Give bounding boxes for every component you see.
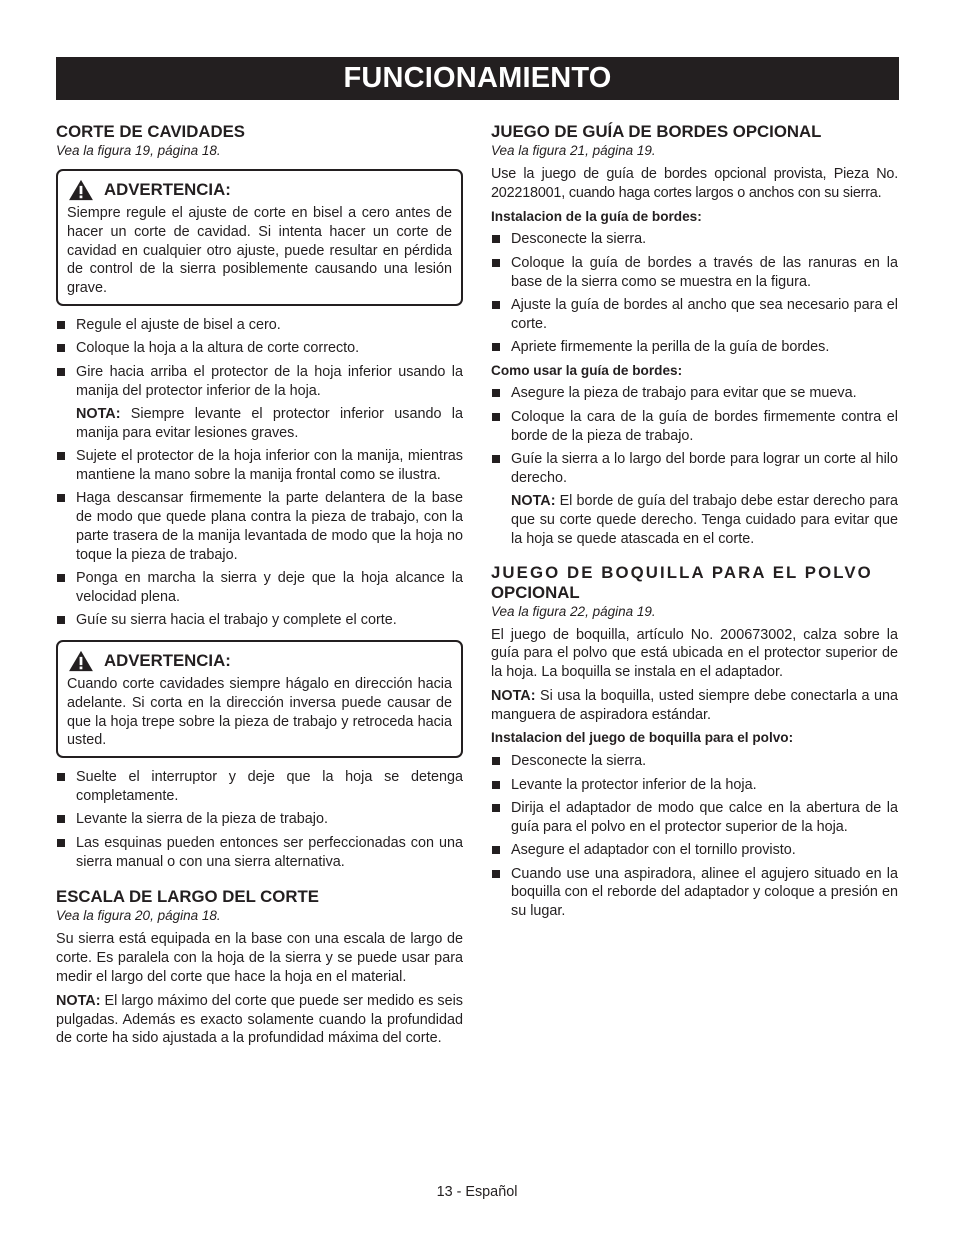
steps-list — [56, 447, 463, 630]
square-bullet-icon — [492, 235, 500, 243]
section-title-escala-largo: ESCALA DE LARGO DEL CORTE — [56, 887, 319, 907]
steps-list — [491, 230, 898, 357]
page-footer: 13 - Español — [436, 1184, 518, 1200]
section-title-boquilla: JUEGO DE BOQUILLA PARA EL POLVO — [491, 562, 873, 582]
square-bullet-icon — [57, 344, 65, 352]
square-bullet-icon — [492, 870, 500, 878]
list-item: Levante la protector inferior de la hoja. — [491, 776, 898, 795]
square-bullet-icon — [57, 494, 65, 502]
list-item: Desconecte la sierra. — [491, 230, 898, 249]
subheading: Como usar la guía de bordes: — [491, 362, 683, 378]
square-bullet-icon — [492, 455, 500, 463]
list-item: Coloque la hoja a la altura de corte correcto. — [56, 339, 463, 358]
warning-title: ADVERTENCIA: — [104, 651, 231, 671]
list-item: Ponga en marcha la sierra y deje que la hoja alcance la velocidad plena. — [56, 569, 463, 607]
list-item: Dirija el adaptador de modo que calce en la abertura de la guía para el polvo en el protector superior de la hoja. — [491, 799, 898, 837]
list-item: Cuando use una aspiradora, alinee el agujero situado en la boquilla con el reborde del adaptador y coloque a presión en su lugar. — [491, 865, 898, 921]
steps-list — [56, 768, 463, 871]
square-bullet-icon — [492, 259, 500, 267]
square-bullet-icon — [57, 616, 65, 624]
warning-header — [67, 179, 452, 201]
section-title-boquilla-line2: OPCIONAL — [491, 582, 580, 602]
list-item: Haga descansar firmemente la parte delantera de la base de modo que quede plana contra la pieza de trabajo, con la parte trasera de la manija levantada de modo que la hoja no toque la pieza de trabajo. — [56, 489, 463, 564]
list-item: Las esquinas pueden entonces ser perfeccionadas con una sierra manual o con una sierra alternativa. — [56, 834, 463, 872]
warning-triangle-icon — [67, 179, 95, 201]
square-bullet-icon — [492, 301, 500, 309]
warning-triangle-icon — [67, 650, 95, 672]
warning-text: Cuando corte cavidades siempre hágalo en dirección hacia adelante. Si corta en la dirección inversa puede causar de que la hoja trepe sobre la pieza de trabajo y retroceda hacia usted. — [67, 676, 452, 749]
list-item: Coloque la guía de bordes a través de las ranuras en la base de la sierra como se muestra en la figura. — [491, 254, 898, 292]
figure-reference: Vea la figura 19, página 18. — [56, 143, 221, 158]
list-item: Ajuste la guía de bordes al ancho que sea necesario para el corte. — [491, 296, 898, 334]
square-bullet-icon — [492, 343, 500, 351]
square-bullet-icon — [57, 368, 65, 376]
subheading: Instalacion del juego de boquilla para el polvo: — [491, 730, 794, 746]
square-bullet-icon — [57, 839, 65, 847]
list-item: Desconecte la sierra. — [491, 752, 898, 771]
warning-header — [67, 650, 452, 672]
square-bullet-icon — [57, 574, 65, 582]
list-item: Guíe la sierra a lo largo del borde para lograr un corte al hilo derecho. — [491, 450, 898, 488]
left-column — [56, 122, 463, 1053]
list-item: Suelte el interruptor y deje que la hoja se detenga completamente. — [56, 768, 463, 806]
note: NOTA: El largo máximo del corte que puede ser medido es seis pulgadas. Además es exacto solamente cuando la profundidad de corte ha sido ajustada a la profundidad máxima del corte. — [56, 992, 463, 1047]
steps-list — [491, 384, 898, 487]
square-bullet-icon — [492, 757, 500, 765]
list-item: Sujete el protector de la hoja inferior con la manija, mientras mantiene la mano sobre la manija frontal como se ilustra. — [56, 447, 463, 485]
square-bullet-icon — [57, 815, 65, 823]
list-item: Levante la sierra de la pieza de trabajo. — [56, 810, 463, 829]
section-title-corte-cavidades: CORTE DE CAVIDADES — [56, 122, 245, 141]
figure-reference: Vea la figura 20, página 18. — [56, 908, 221, 924]
warning-text: Siempre regule el ajuste de corte en bisel a cero antes de hacer un corte de cavidad. Si intenta hacer un corte de cavidad en cualquier otro ajuste, puede resultar en pérdida de control de la sierra posiblemente causando una lesión grave. — [67, 205, 452, 297]
steps-list — [56, 316, 463, 400]
paragraph: El juego de boquilla, artículo No. 200673002, calza sobre la guía para el polvo que está ubicada en el protector superior de la hoja. La boquilla se instala en el adaptador. — [491, 626, 898, 681]
square-bullet-icon — [57, 321, 65, 329]
square-bullet-icon — [57, 773, 65, 781]
figure-reference: Vea la figura 21, página 19. — [491, 143, 656, 158]
right-column — [491, 122, 898, 926]
square-bullet-icon — [492, 389, 500, 397]
list-item: Asegure la pieza de trabajo para evitar que se mueva. — [491, 384, 898, 403]
paragraph: Use la juego de guía de bordes opcional provista, Pieza No. 202218001, cuando haga cortes largos o anchos con su sierra. — [491, 166, 898, 201]
list-item: Asegure el adaptador con el tornillo provisto. — [491, 841, 898, 860]
square-bullet-icon — [492, 781, 500, 789]
note: NOTA: Si usa la boquilla, usted siempre debe conectarla a una manguera de aspiradora estándar. — [491, 687, 898, 723]
list-item: Coloque la cara de la guía de bordes firmemente contra el borde de la pieza de trabajo. — [491, 408, 898, 446]
list-item: Gire hacia arriba el protector de la hoja inferior usando la manija del protector inferior de la hoja. — [56, 363, 463, 401]
figure-reference: Vea la figura 22, página 19. — [491, 603, 656, 619]
list-item: Guíe su sierra hacia el trabajo y complete el corte. — [56, 611, 463, 630]
subheading: Instalacion de la guía de bordes: — [491, 208, 702, 224]
page-banner-title: FUNCIONAMIENTO — [56, 57, 899, 100]
section-title-guia-bordes: JUEGO DE GUÍA DE BORDES OPCIONAL — [491, 122, 822, 141]
warning-box — [56, 169, 463, 306]
warning-title: ADVERTENCIA: — [104, 180, 231, 199]
square-bullet-icon — [492, 804, 500, 812]
square-bullet-icon — [492, 846, 500, 854]
warning-box — [56, 640, 463, 758]
square-bullet-icon — [57, 452, 65, 460]
list-item: Regule el ajuste de bisel a cero. — [56, 316, 463, 335]
note: NOTA: El borde de guía del trabajo debe estar derecho para que su corte quede derecho. Tenga cuidado para evitar que la hoja se quede atascada en el corte. — [511, 493, 898, 547]
note: NOTA: Siempre levante el protector inferior usando la manija para evitar lesiones graves. — [76, 405, 463, 441]
steps-list — [491, 752, 898, 921]
paragraph: Su sierra está equipada en la base con una escala de largo de corte. Es paralela con la hoja de la sierra y se puede usar para medir el largo del corte que hace la hoja en el material. — [56, 931, 463, 986]
square-bullet-icon — [492, 413, 500, 421]
list-item: Apriete firmemente la perilla de la guía de bordes. — [491, 338, 898, 357]
